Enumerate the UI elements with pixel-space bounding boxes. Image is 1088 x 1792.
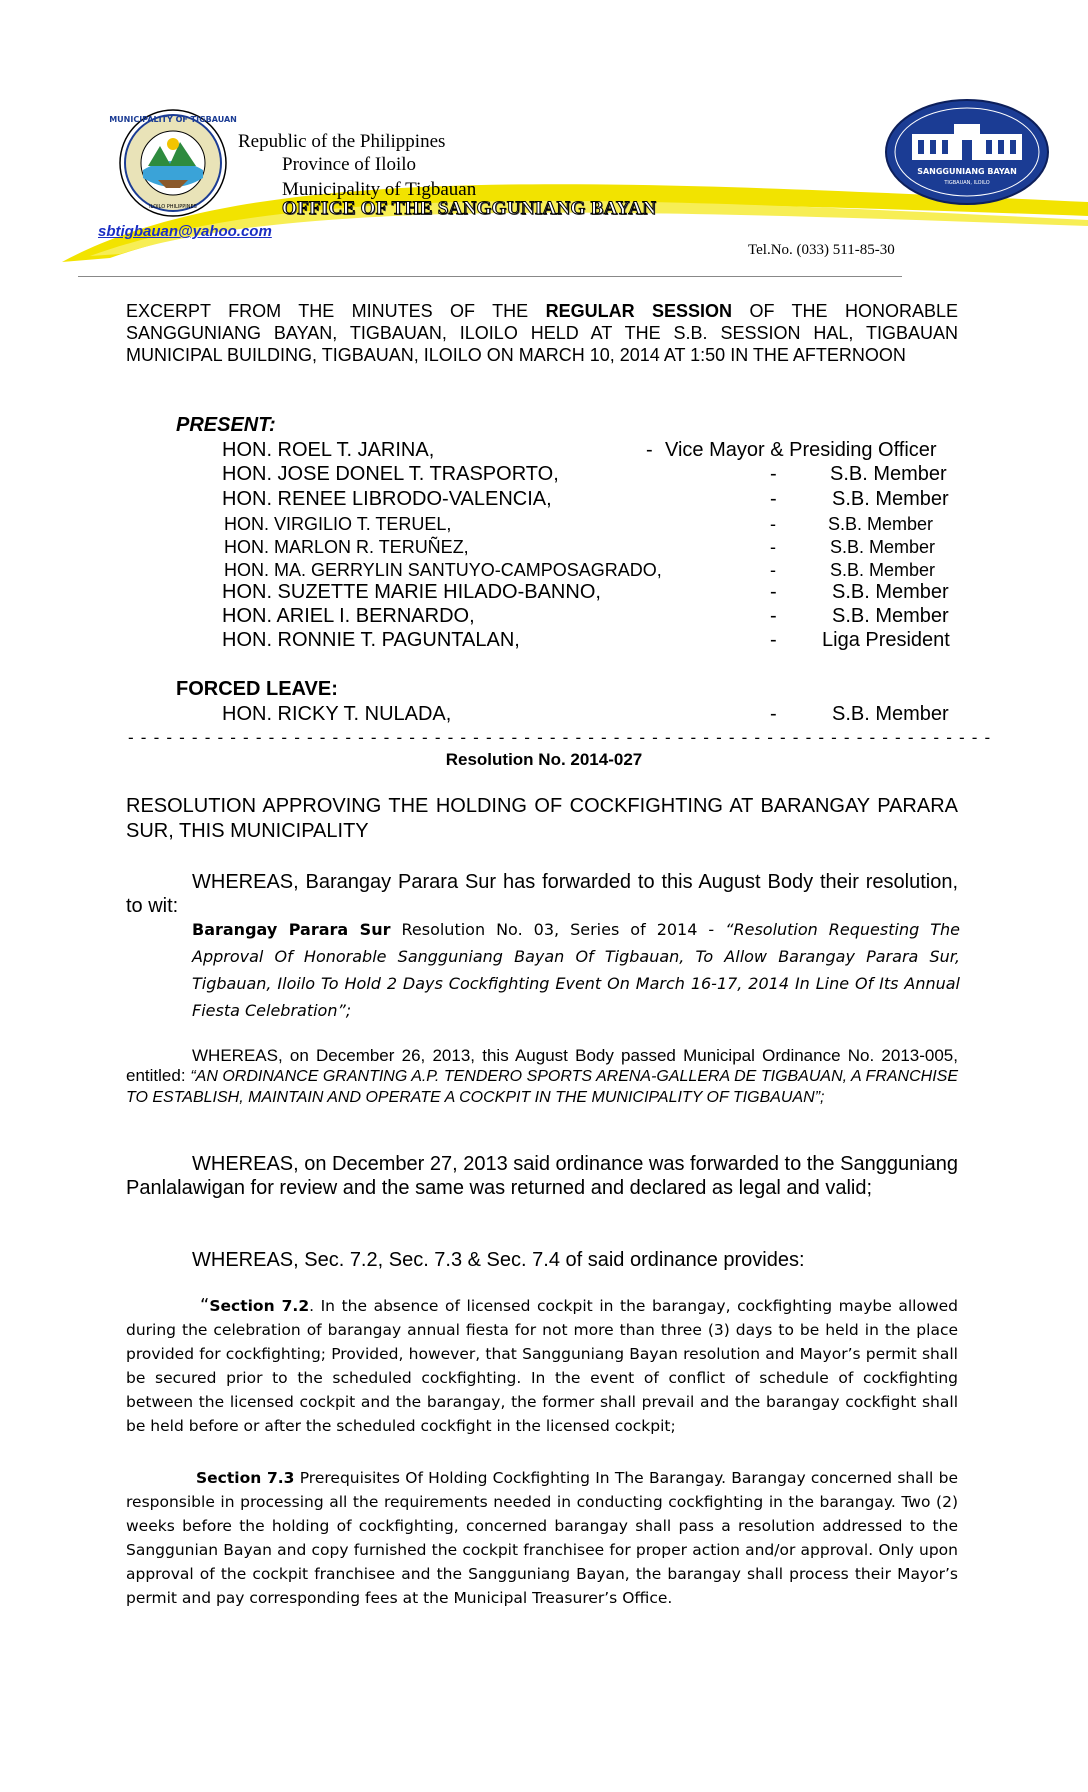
member-name: HON. RENEE LIBRODO-VALENCIA,: [222, 488, 552, 510]
member-dash: -: [770, 605, 777, 627]
member-name: HON. SUZETTE MARIE HILADO-BANNO,: [222, 581, 601, 603]
section-7-2-open-quote: “: [200, 1295, 210, 1316]
member-row: [0, 462, 1088, 486]
whereas-2-text: WHEREAS, on December 26, 2013, this August Body passed Municipal Ordinance No. 2013-005, entitled:: [126, 1046, 958, 1085]
member-role: S.B. Member: [830, 560, 936, 580]
quote-resolution-title: “Resolution Requesting The Approval Of Honorable Sangguniang Bayan Of Tigbauan, To Allow Barangay Parara Sur, Tigbauan, Iloilo To Hold 2 Days Cockfighting Event On March 16-17, 2014 In Line Of Its Annual Fiesta Celebration”;: [192, 920, 960, 1020]
member-dash: -: [770, 560, 776, 580]
whereas-paragraph-3: WHEREAS, on December 27, 2013 said ordinance was forwarded to the Sangguniang Panlalawigan for review and the same was returned and declared as legal and valid;: [126, 1153, 959, 1199]
whereas-paragraph-2: [126, 1046, 958, 1108]
member-row: [0, 487, 1088, 511]
forced-leave-row: [0, 702, 1088, 726]
seal-right-sub-text: TIGBAUAN, ILOILO: [944, 180, 990, 186]
member-dash: -: [770, 537, 776, 557]
member-dash: -: [646, 439, 653, 461]
header-rule: [78, 276, 902, 277]
office-title: OFFICE OF THE SANGGUNIANG BAYAN: [282, 198, 657, 219]
republic-line: Republic of the Philippines: [238, 131, 446, 152]
member-row: [0, 558, 1088, 582]
member-dash: -: [770, 703, 777, 725]
member-name: HON. RONNIE T. PAGUNTALAN,: [222, 629, 520, 651]
sangguniang-bayan-seal-logo: [884, 98, 1050, 206]
excerpt-prefix: EXCERPT FROM THE MINUTES OF THE: [126, 301, 546, 321]
member-name: HON. VIRGILIO T. TERUEL,: [224, 514, 452, 534]
member-name: HON. MARLON R. TERUÑEZ,: [224, 537, 469, 557]
province-line: Province of Iloilo: [282, 154, 417, 175]
member-row: [0, 512, 1088, 536]
member-role: S.B. Member: [832, 581, 949, 603]
whereas-1-text: WHEREAS, Barangay Parara Sur has forwarded to this August Body their resolution, to wit:: [126, 871, 958, 917]
forced-leave-heading: FORCED LEAVE:: [176, 678, 338, 700]
whereas-paragraph-4: WHEREAS, Sec. 7.2, Sec. 7.3 & Sec. 7.4 of said ordinance provides:: [192, 1249, 805, 1271]
member-row: [0, 580, 1088, 604]
seal-right-text: SANGGUNIANG BAYAN: [917, 167, 1017, 176]
member-role: S.B. Member: [828, 514, 934, 534]
quoted-barangay-resolution: [192, 916, 960, 1024]
member-row: [0, 604, 1088, 628]
email-link[interactable]: sbtigbauan@yahoo.com: [98, 223, 272, 240]
section-7-2-label: Section 7.2: [209, 1297, 310, 1315]
quote-resolution-number: Resolution No. 03, Series of 2014 -: [390, 920, 726, 939]
section-7-3-paragraph: [126, 1466, 958, 1610]
member-dash: -: [770, 629, 777, 651]
member-role: S.B. Member: [830, 463, 947, 485]
excerpt-suffix: OF THE HONORABLE SANGGUNIANG BAYAN, TIGBAUAN, ILOILO HELD AT THE S.B. SESSION HAL, TIGBAUAN MUNICIPAL BUILDING, TIGBAUAN, ILOILO ON MARCH 10, 2014 AT 1:50 IN THE AFTERNOON: [126, 301, 958, 365]
ordinance-title: “AN ORDINANCE GRANTING A.P. TENDERO SPORTS ARENA-GALLERA DE TIGBAUAN, A FRANCHISE TO ESTABLISH, MAINTAIN AND OPERATE A COCKPIT IN THE MUNICIPALITY OF TIGBAUAN”;: [126, 1068, 958, 1106]
member-role: Liga President: [822, 629, 950, 651]
section-7-3-label: Section 7.3: [196, 1469, 295, 1487]
member-row: [0, 535, 1088, 559]
dashed-separator: - - - - - - - - - - - - - - - - - - - - - - - - - - - - - - - - - - - - - - - - - - - - - - - - - - - - - - - - - - - - - - - - - - - -: [128, 728, 992, 747]
excerpt-paragraph: [126, 300, 958, 366]
section-7-2-paragraph: [126, 1294, 958, 1438]
resolution-number: Resolution No. 2014-027: [445, 750, 643, 769]
section-7-2-text: . In the absence of licensed cockpit in the barangay, cockfighting maybe allowed during the celebration of barangay annual fiesta for not more than three (3) days to be held in the place provided for cockfighting; Provided, however, that Sangguniang Bayan resolution and Mayor’s permit shall be secured prior to the scheduled cockfighting. In the event of conflict of schedule of cockfighting between the licensed cockpit and the barangay, the former shall prevail and the barangay cockfight shall be held before or after the scheduled cockfight in the licensed cockpit;: [126, 1297, 958, 1435]
member-dash: -: [770, 514, 776, 534]
member-name: HON. ARIEL I. BERNARDO,: [222, 605, 475, 627]
telephone-number: Tel.No. (033) 511-85-30: [748, 242, 895, 258]
municipality-line: Municipality of Tigbauan: [282, 179, 477, 200]
member-name: HON. RICKY T. NULADA,: [222, 703, 452, 725]
municipality-seal-logo: [109, 108, 237, 218]
member-dash: -: [770, 463, 777, 485]
member-row: [0, 438, 1088, 462]
member-role: S.B. Member: [832, 488, 949, 510]
resolution-title: RESOLUTION APPROVING THE HOLDING OF COCKFIGHTING AT BARANGAY PARARA SUR, THIS MUNICIPALITY: [126, 795, 958, 842]
member-role: S.B. Member: [832, 605, 949, 627]
whereas-paragraph-1: [126, 870, 958, 918]
member-row: [0, 628, 1088, 652]
member-role: S.B. Member: [832, 703, 949, 725]
member-role: Vice Mayor & Presiding Officer: [665, 439, 937, 461]
member-dash: -: [770, 488, 777, 510]
seal-left-text: MUNICIPALITY OF TIGBAUAN: [109, 115, 237, 124]
member-name: HON. JOSE DONEL T. TRASPORTO,: [222, 463, 559, 485]
member-name: HON. ROEL T. JARINA,: [222, 439, 435, 461]
member-dash: -: [770, 581, 777, 603]
excerpt-session-type: REGULAR SESSION: [545, 301, 733, 321]
seal-left-bottom-text: ILOILO PHILIPPINES: [149, 204, 197, 210]
member-role: S.B. Member: [830, 537, 936, 557]
quote-barangay-name: Barangay Parara Sur: [192, 920, 391, 939]
member-name: HON. MA. GERRYLIN SANTUYO-CAMPOSAGRADO,: [224, 560, 662, 580]
section-7-3-text: Prerequisites Of Holding Cockfighting In The Barangay. Barangay concerned shall be responsible in processing all the requirements needed in conducting cockfighting in the barangay. Two (2) weeks before the holding of cockfighting, concerned barangay shall pass a resolution addressed to the Sanggunian Bayan and copy furnished the cockpit franchisee for proper action and/or approval. Only upon approval of the cockpit franchisee and the Sangguniang Bayan, the barangay shall process their Mayor’s permit and pay corresponding fees at the Municipal Treasurer’s Office.: [126, 1469, 958, 1607]
present-heading: PRESENT:: [176, 414, 276, 436]
